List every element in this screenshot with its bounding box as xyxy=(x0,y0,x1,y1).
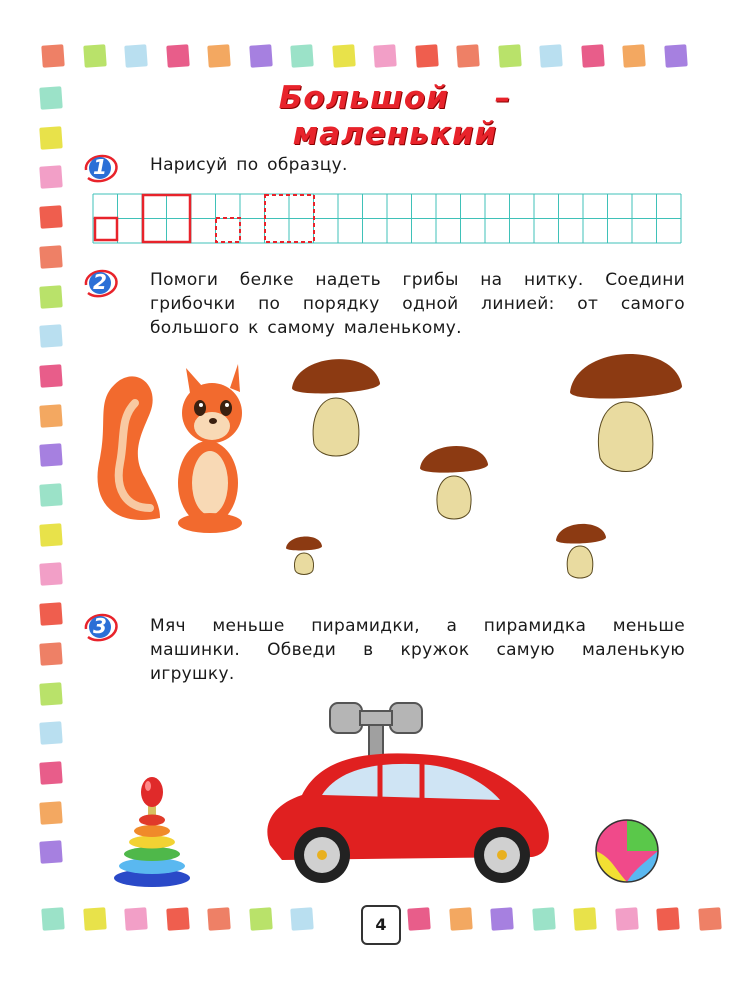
frame-square xyxy=(39,682,62,705)
frame-square xyxy=(39,801,62,824)
frame-square xyxy=(39,523,62,546)
frame-square xyxy=(498,44,521,67)
frame-square xyxy=(39,324,62,347)
frame-square xyxy=(39,563,62,586)
frame-square xyxy=(39,205,62,228)
frame-square xyxy=(39,444,62,467)
frame-square xyxy=(290,907,313,930)
sample-small-square xyxy=(95,218,117,240)
task-3-number: 3 xyxy=(93,614,107,638)
page-title: Большой – маленький xyxy=(278,80,512,152)
frame-square xyxy=(41,907,64,930)
frame-square xyxy=(622,44,645,67)
frame-square xyxy=(124,44,147,67)
mushroom-icon xyxy=(570,354,682,471)
frame-square xyxy=(664,44,687,67)
dashed-small-square xyxy=(216,218,240,242)
frame-square xyxy=(573,907,596,930)
frame-square xyxy=(290,44,313,67)
frame-square xyxy=(581,44,604,67)
page-number: 4 xyxy=(361,905,401,945)
frame-square xyxy=(490,907,513,930)
frame-square xyxy=(39,166,62,189)
task-1-text: Нарисуй по образцу. xyxy=(150,155,348,175)
task-3-text: Мяч меньше пирамидки, а пирамидка меньше машинки. Обведи в кружок самую маленькую игрушку. xyxy=(150,616,685,684)
frame-square xyxy=(407,907,430,930)
squirrel-icon xyxy=(90,358,250,538)
frame-square xyxy=(656,907,679,930)
toy-car-icon xyxy=(262,695,552,890)
mushrooms xyxy=(280,340,720,590)
frame-square xyxy=(166,44,189,67)
task-2-text: Помоги белке надеть грибы на нитку. Соедини грибочки по порядку одной линией: от самого большого к самому маленькому. xyxy=(150,270,685,338)
frame-square xyxy=(166,907,189,930)
frame-square xyxy=(39,245,62,268)
frame-square xyxy=(41,44,64,67)
frame-square xyxy=(456,44,479,67)
frame-square xyxy=(449,907,472,930)
mushroom-icon xyxy=(420,446,488,519)
mushroom-icon xyxy=(286,536,322,574)
frame-square xyxy=(39,364,62,387)
drawing-grid xyxy=(92,193,686,245)
ball-icon xyxy=(594,818,660,884)
frame-square xyxy=(207,44,230,67)
frame-square xyxy=(39,602,62,625)
frame-square xyxy=(83,907,106,930)
frame-square xyxy=(39,721,62,744)
frame-square xyxy=(698,907,721,930)
frame-square xyxy=(207,907,230,930)
mushroom-icon xyxy=(292,359,380,456)
frame-square xyxy=(615,907,638,930)
frame-square xyxy=(83,44,106,67)
mushroom-icon xyxy=(556,524,606,578)
frame-square xyxy=(39,761,62,784)
frame-square xyxy=(249,907,272,930)
frame-square xyxy=(39,86,62,109)
frame-square xyxy=(39,841,62,864)
frame-square xyxy=(39,404,62,427)
frame-square xyxy=(249,44,272,67)
frame-square xyxy=(539,44,562,67)
frame-square xyxy=(332,44,355,67)
frame-square xyxy=(39,642,62,665)
frame-square xyxy=(415,44,438,67)
task-1-number: 1 xyxy=(93,155,107,179)
frame-square xyxy=(124,907,147,930)
task-2-number: 2 xyxy=(93,270,107,294)
frame-square xyxy=(39,126,62,149)
frame-square xyxy=(39,285,62,308)
frame-square xyxy=(373,44,396,67)
frame-square xyxy=(39,483,62,506)
pyramid-toy-icon xyxy=(110,770,195,890)
frame-square xyxy=(532,907,555,930)
